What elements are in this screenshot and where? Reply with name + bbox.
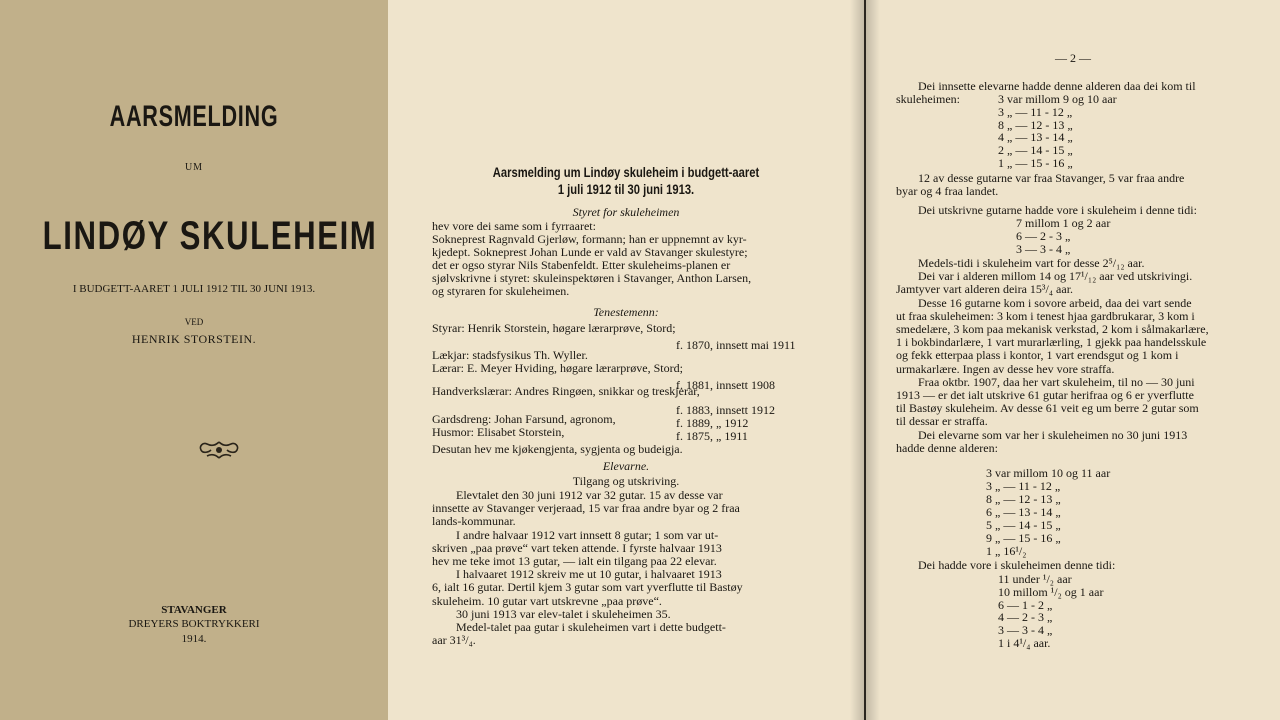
middle-line: Medels-tidi i skuleheim vart for desse 2⁵/₁₂ aar. xyxy=(918,256,1145,270)
ages-now-row: 6 „ — 13 - 14 „ xyxy=(986,505,1061,519)
ages-now-row: 3 var millom 10 og 11 aar xyxy=(986,466,1111,480)
page-2 xyxy=(866,0,1280,720)
intro-line: skuleheimen: xyxy=(896,92,960,106)
ages-now-row: 1 „ 16¹/₂ xyxy=(986,544,1027,558)
cover-page xyxy=(0,0,388,720)
ages-in-row: 2 „ — 14 - 15 „ xyxy=(998,143,1073,158)
body-line: aar 31³/₄. xyxy=(432,633,476,648)
page-1 xyxy=(388,0,864,720)
body-line: lands-kommunar. xyxy=(432,514,516,529)
styret-line: Sokneprest Ragnvald Gjerløw, formann; han er uppnemnt av kyr- xyxy=(432,232,747,246)
styret-line: det er ogso styrar Nils Stabenfeldt. Etter skuleheims-planen er xyxy=(432,258,731,272)
vore-row: 1 i 4¹/₄ aar. xyxy=(998,636,1051,650)
ages-now-row: 8 „ — 12 - 13 „ xyxy=(986,492,1061,506)
body-line: innsette av Stavanger verjeraad, 15 var fraa andre byar og 2 fraa xyxy=(432,501,740,516)
body-line: Medel-talet paa gutar i skuleheimen vart i dette budgett- xyxy=(456,620,726,634)
middle-line: Fraa oktbr. 1907, daa her vart skuleheim, til no — 30 juni xyxy=(918,374,1195,389)
styret-line: kjedept. Sokneprest Johan Lunde er vald av Stavanger skulestyre; xyxy=(432,245,748,259)
body-line: 30 juni 1913 var elev-talet i skuleheimen 35. xyxy=(456,606,671,621)
staff-line: Desutan hev me kjøkengjenta, sygjenta og budeigja. xyxy=(432,442,683,456)
middle-line: Dei var i alderen millom 14 og 17¹/₁₂ aar ved utskrivingi. xyxy=(918,269,1193,284)
utskrivne-intro: Dei utskrivne gutarne hadde vore i skuleheim i denne tidi: xyxy=(918,203,1197,217)
staff-line: f. 1870, innsett mai 1911 xyxy=(676,338,796,352)
tenestemenn-heading: Tenestemenn: xyxy=(593,305,659,319)
body-line: skriven „paa prøve“ vart teken attende. I fyrste halvaar 1913 xyxy=(432,540,722,555)
middle-line: 1913 — er det ialt utskrive 61 gutar herifraa og 6 er yverflutte xyxy=(896,388,1194,402)
vore-row: 10 millom ¹/₂ og 1 aar xyxy=(998,584,1104,599)
middle-line: og fekk etterpaa plass i kontor, 1 vart erendsgut og 1 kom i xyxy=(896,348,1179,363)
ages-in-row: 3 „ — 11 - 12 „ xyxy=(998,104,1073,119)
middle-line: hadde denne alderen: xyxy=(896,440,998,455)
page-number: — 2 — xyxy=(1055,51,1091,65)
styret-line: hev vore dei same som i fyrraaret: xyxy=(432,219,596,233)
staff-line: Lærar: E. Meyer Hviding, høgare lærarprøve, Stord; xyxy=(432,361,683,375)
staff-line: Lækjar: stadsfysikus Th. Wyller. xyxy=(432,348,588,362)
ages-now-row: 3 „ — 11 - 12 „ xyxy=(986,479,1061,493)
body-line: I halvaaret 1912 skreiv me ut 10 gutar, i halvaaret 1913 xyxy=(456,567,722,582)
cover-printer: DREYERS BOKTRYKKERI xyxy=(128,618,260,630)
staff-line: Gardsdreng: Johan Farsund, agronom, xyxy=(432,412,616,426)
origin-line: 12 av desse gutarne var fraa Stavanger, 5 var fraa andre xyxy=(918,171,1185,185)
middle-line: til Bastøy skuleheim. Av desse 61 veit eg um berre 2 gutar som xyxy=(896,401,1199,416)
cover-um: UM xyxy=(184,162,204,173)
body-line: skuleheim. 10 gutar vart utskrevne „paa prøve“. xyxy=(432,593,662,608)
staff-line: Styrar: Henrik Storstein, høgare lærarprøve, Stord; xyxy=(432,321,676,335)
staff-line: f. 1881, innsett 1908 xyxy=(676,378,775,392)
middle-line: 1 i bokbindarlære, 1 vart murarlærling, 1 gjekk paa handelsskule xyxy=(896,335,1207,350)
body-line: 6, ialt 16 gutar. Dertil kjem 3 gutar som vart yverflutte til Bastøy xyxy=(432,580,743,595)
cover-ved: VED xyxy=(184,317,204,327)
middle-line: til dessar er straffa. xyxy=(896,414,988,429)
vore-row: 11 under ¹/₂ aar xyxy=(998,572,1072,586)
utskrivne-row: 3 — 3 - 4 „ xyxy=(1016,241,1071,256)
ages-in-row: 4 „ — 13 - 14 „ xyxy=(998,130,1073,145)
ornament-icon xyxy=(197,440,241,460)
cover-subtitle: I BUDGETT-AARET 1 JULI 1912 TIL 30 JUNI 1913. xyxy=(72,283,316,295)
origin-line: byar og 4 fraa landet. xyxy=(896,184,999,198)
vore-row: 6 — 1 - 2 „ xyxy=(998,597,1053,612)
middle-line: urmakarlære. Ingen av desse hev vore straffa. xyxy=(896,361,1115,376)
middle-line: Desse 16 gutarne kom i sovore arbeid, daa dei vart sende xyxy=(918,295,1192,310)
body-line: hev me teke imot 13 gutar, — ialt ein tilgang paa 22 elevar. xyxy=(432,554,717,568)
middle-line: Jamtyver vart alderen deira 15³/₄ aar. xyxy=(896,282,1074,297)
vore-intro: Dei hadde vore i skuleheimen denne tidi: xyxy=(918,558,1116,572)
ages-in-row: 8 „ — 12 - 13 „ xyxy=(998,117,1073,132)
cover-title: AARSMELDING xyxy=(109,100,279,133)
staff-line: f. 1875, „ 1911 xyxy=(676,429,748,443)
cover-city: STAVANGER xyxy=(161,604,227,616)
staff-line: f. 1889, „ 1912 xyxy=(676,416,749,430)
body-line: Elevtalet den 30 juni 1912 var 32 gutar. 15 av desse var xyxy=(456,488,723,502)
elevarne-heading: Elevarne. xyxy=(602,459,650,473)
vore-row: 3 — 3 - 4 „ xyxy=(998,623,1053,638)
body-line: I andre halvaar 1912 vart innsett 8 gutar; 1 som var ut- xyxy=(456,527,719,542)
utskrivne-row: 7 millom 1 og 2 aar xyxy=(1016,216,1111,230)
utskrivne-row: 6 — 2 - 3 „ xyxy=(1016,228,1071,243)
middle-line: smedelære, 3 kom paa mekanisk verkstad, 2 kom i sålmakarlære, xyxy=(896,322,1209,336)
ages-in-row: 3 var millom 9 og 10 aar xyxy=(998,92,1117,106)
cover-author: HENRIK STORSTEIN. xyxy=(131,332,257,346)
ages-now-row: 9 „ — 15 - 16 „ xyxy=(986,531,1061,545)
staff-line: Husmor: Elisabet Storstein, xyxy=(432,425,565,439)
styret-line: sjølvskrivne i styret: skuleinspektøren i Stavanger, Anthon Larsen, xyxy=(432,271,752,285)
intro-line: Dei innsette elevarne hadde denne alderen daa dei kom til xyxy=(918,79,1196,93)
styret-line: og styraren for skuleheimen. xyxy=(432,284,570,298)
tilgang-heading: Tilgang og utskriving. xyxy=(572,474,680,488)
styret-heading: Styret for skuleheimen xyxy=(572,205,680,219)
ages-now-row: 5 „ — 14 - 15 „ xyxy=(986,518,1061,532)
middle-line: Dei elevarne som var her i skuleheimen no 30 juni 1913 xyxy=(918,427,1188,442)
cover-name: LINDØY SKULEHEIM xyxy=(42,214,378,258)
ages-in-row: 1 „ — 15 - 16 „ xyxy=(998,156,1073,170)
vore-row: 4 — 2 - 3 „ xyxy=(998,610,1053,625)
page1-heading-2: 1 juli 1912 til 30 juni 1913. xyxy=(557,181,695,197)
middle-line: ut fraa skuleheimen: 3 kom i tenest hjaa gardbrukarar, 3 kom i xyxy=(896,308,1195,323)
staff-line: f. 1883, innsett 1912 xyxy=(676,403,775,417)
staff-line: Handverkslærar: Andres Ringøen, snikkar og treskjerar, xyxy=(432,384,700,398)
page1-heading-1: Aarsmelding um Lindøy skuleheim i budgett-aaret xyxy=(492,164,760,180)
cover-year: 1914. xyxy=(181,633,207,645)
